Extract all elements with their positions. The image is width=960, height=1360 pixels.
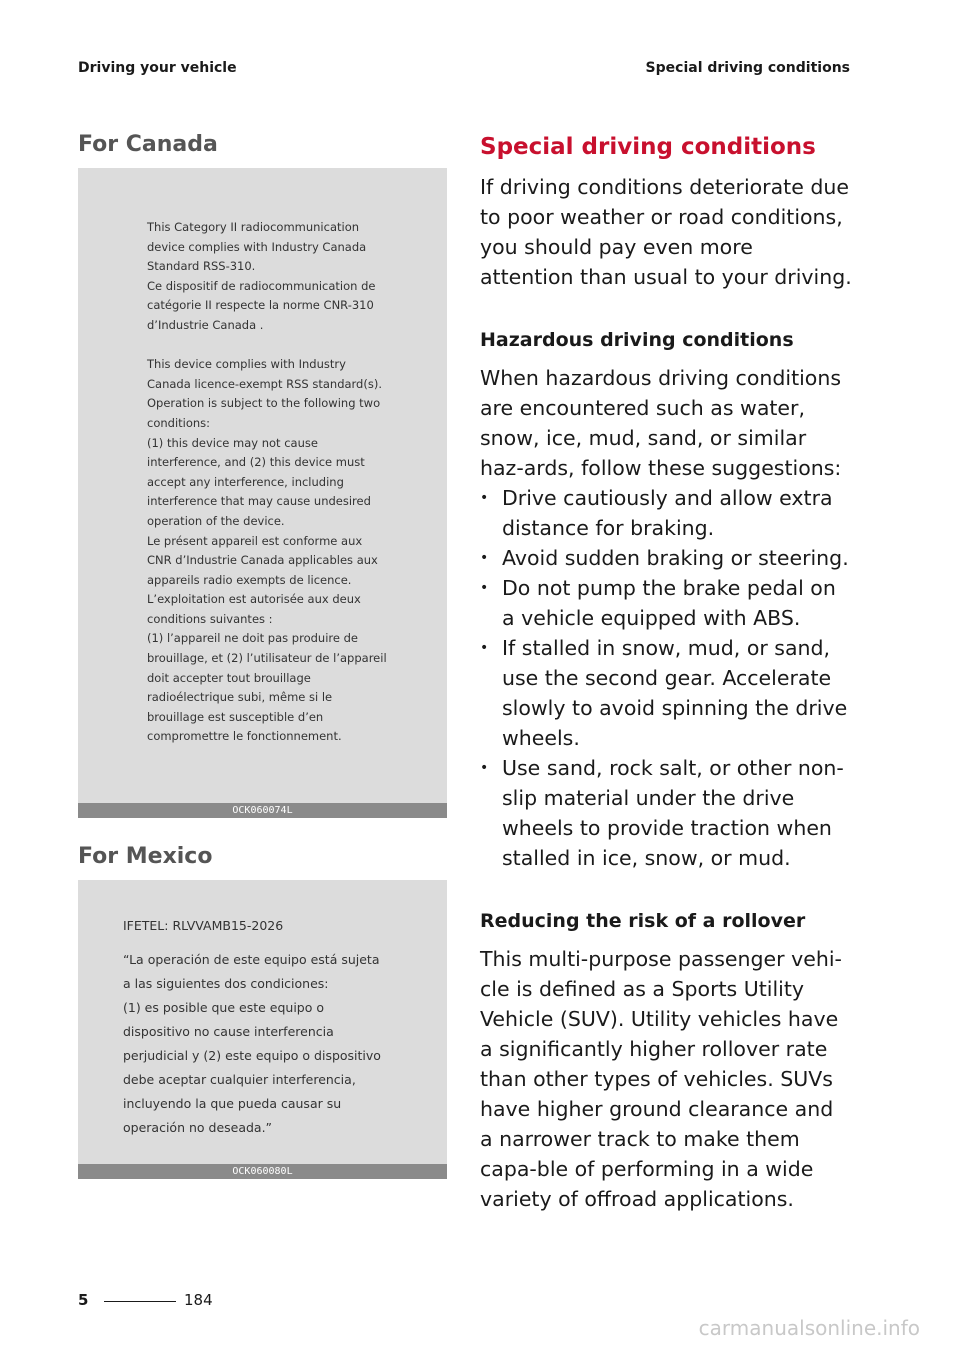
notice-line: compromettre le fonctionnement. <box>147 729 342 744</box>
notice-line: “La operación de este equipo está sujeta <box>123 952 380 967</box>
list-item: • Avoid sudden braking or steering. <box>480 543 852 573</box>
hazard-suggestions-list <box>480 483 852 873</box>
notice-line: dispositivo no cause interferencia <box>123 1024 334 1039</box>
running-header-chapter: Driving your vehicle <box>78 60 237 76</box>
mexico-image-code: OCK060080L <box>78 1164 447 1179</box>
footer-divider <box>104 1301 176 1302</box>
mexico-notice-block <box>123 948 423 1140</box>
notice-line: a las siguientes dos condiciones: <box>123 976 329 991</box>
list-item: • Do not pump the brake pedal on a vehicle equipped with ABS. <box>480 573 852 633</box>
intro-paragraph: If driving conditions deteriorate due to poor weather or road conditions, you should pay even more attention than usual to your driving. <box>480 175 852 289</box>
notice-line: interference that may cause undesired <box>147 494 371 509</box>
notice-line: L’exploitation est autorisée aux deux <box>147 592 361 607</box>
right-column <box>480 130 852 1214</box>
hazard-heading: Hazardous driving conditions <box>480 329 794 351</box>
notice-line: perjudicial y (2) este equipo o dispositivo <box>123 1048 381 1063</box>
notice-line: appareils radio exempts de licence. <box>147 572 352 587</box>
notice-line: (1) this device may not cause <box>147 435 318 450</box>
notice-line: interference, and (2) this device must <box>147 455 365 470</box>
notice-line: Operation is subject to the following two <box>147 396 381 411</box>
mexico-heading: For Mexico <box>78 844 213 869</box>
notice-line: Canada licence-exempt RSS standard(s). <box>147 376 382 391</box>
notice-line: operation of the device. <box>147 513 285 528</box>
notice-line: doit accepter tout brouillage <box>147 670 311 685</box>
canada-heading: For Canada <box>78 132 218 157</box>
watermark-text: carmanualsonline.info <box>698 1316 920 1340</box>
list-item: • If stalled in snow, mud, or sand, use the second gear. Accelerate slowly to avoid spinning the drive wheels. <box>480 633 852 753</box>
notice-line: (1) l’appareil ne doit pas produire de <box>147 631 358 646</box>
mexico-notice-image <box>78 880 447 1179</box>
canada-image-code: OCK060074L <box>78 803 447 818</box>
notice-line: incluyendo la que pueda causar su <box>123 1096 342 1111</box>
notice-line: This device complies with Industry <box>147 357 346 372</box>
notice-line: conditions: <box>147 415 211 430</box>
canada-notice-block-2 <box>147 355 407 747</box>
notice-line: radioélectrique subi, même si le <box>147 690 333 705</box>
canada-notice-image <box>78 168 447 818</box>
notice-line: Ce dispositif de radiocommunication de <box>147 278 376 293</box>
canada-notice-block-1 <box>147 218 407 336</box>
mexico-notice-text <box>78 914 423 1140</box>
list-item: • Use sand, rock salt, or other non-slip material under the drive wheels to provide traction when stalled in ice, snow, or mud. <box>480 753 852 873</box>
notice-line: device complies with Industry Canada <box>147 239 367 254</box>
page-title: Special driving conditions <box>480 134 816 160</box>
notice-line: conditions suivantes : <box>147 611 273 626</box>
notice-line: brouillage est susceptible d’en <box>147 709 324 724</box>
list-item: • Drive cautiously and allow extra distance for braking. <box>480 483 852 543</box>
notice-line: debe aceptar cualquier interferencia, <box>123 1072 356 1087</box>
notice-line: This Category II radiocommunication <box>147 220 360 234</box>
notice-line: accept any interference, including <box>147 474 344 489</box>
footer-page-number: 184 <box>184 1291 213 1309</box>
notice-line: Standard RSS-310. <box>147 259 256 274</box>
notice-line: catégorie II respecte la norme CNR-310 <box>147 298 374 313</box>
rollover-heading: Reducing the risk of a rollover <box>480 910 806 932</box>
canada-notice-text <box>78 218 407 747</box>
notice-line: d’Industrie Canada . <box>147 317 264 332</box>
notice-line: brouillage, et (2) l’utilisateur de l’appareil <box>147 651 387 666</box>
notice-line: Le présent appareil est conforme aux <box>147 533 363 548</box>
notice-line: (1) es posible que este equipo o <box>123 1000 325 1015</box>
notice-line: operación no deseada.” <box>123 1120 273 1135</box>
hazard-intro: When hazardous driving conditions are encountered such as water, snow, ice, mud, sand, or similar haz-ards, follow these suggestions: <box>480 366 842 480</box>
notice-line: CNR d’Industrie Canada applicables aux <box>147 553 378 568</box>
rollover-paragraph: This multi-purpose passenger vehi-cle is defined as a Sports Utility Vehicle (SUV). Utility vehicles have a significantly higher rollover rate than other types of vehicles. SUVs have higher ground clearance and a narrower track to make them capa-ble of performing in a wide variety of offroad applications. <box>480 947 842 1211</box>
footer-section-number: 5 <box>78 1291 89 1309</box>
mexico-ifetel-code: IFETEL: RLVVAMB15-2026 <box>123 918 284 933</box>
left-column <box>78 130 447 1179</box>
running-header-section: Special driving conditions <box>645 60 850 76</box>
